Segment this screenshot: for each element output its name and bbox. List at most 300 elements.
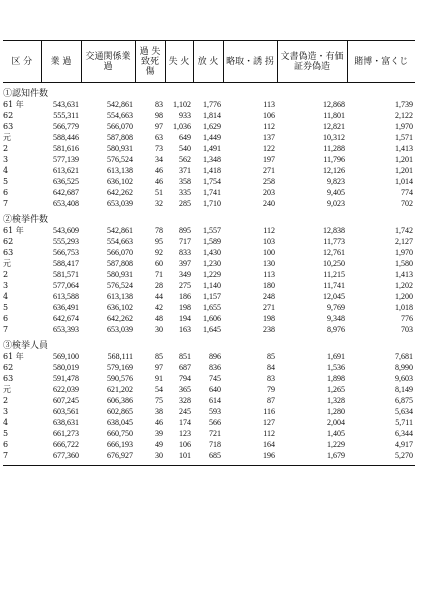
table-row [3, 291, 415, 302]
table-cell: 1,413 [395, 144, 413, 153]
table-cell: 10,312 [323, 133, 345, 142]
row-year: 63 [3, 122, 14, 131]
section-label-row [3, 89, 415, 99]
table-cell: 271 [263, 303, 275, 312]
table-cell: 12,838 [323, 226, 345, 235]
table-cell: 721 [209, 429, 221, 438]
table-cell: 661,273 [53, 429, 79, 438]
table-cell: 1,754 [203, 177, 221, 186]
table-cell: 1,036 [173, 122, 191, 131]
table-cell: 8,149 [395, 385, 413, 394]
table-cell: 46 [155, 418, 163, 427]
row-year: 2 [3, 396, 9, 405]
table-cell: 98 [155, 111, 163, 120]
table-cell: 11,215 [323, 270, 345, 279]
table-cell: 542,861 [107, 226, 133, 235]
table-row [3, 384, 415, 395]
table-cell: 5,634 [395, 407, 413, 416]
table-cell: 1,018 [395, 303, 413, 312]
table-cell: 593 [209, 407, 221, 416]
table-cell: 328 [179, 396, 191, 405]
table-cell: 51 [155, 188, 163, 197]
table-cell: 1,201 [395, 166, 413, 175]
row-year: 61 年 [3, 352, 24, 361]
table-cell: 71 [155, 270, 163, 279]
table-cell: 349 [179, 270, 191, 279]
header-accidental-fire: 失 火 [165, 41, 193, 83]
table-cell: 653,039 [107, 325, 133, 334]
row-year: 3 [3, 155, 9, 164]
table-cell: 1,491 [203, 144, 221, 153]
table-cell: 196 [263, 451, 275, 460]
table-section [3, 83, 415, 210]
table-cell: 106 [263, 111, 275, 120]
table-cell: 1,645 [203, 325, 221, 334]
table-cell: 100 [263, 248, 275, 257]
table-cell: 203 [263, 188, 275, 197]
table-cell: 666,722 [53, 440, 79, 449]
table-cell: 1,776 [203, 100, 221, 109]
header-document-forgery: 文書偽造・有価証券偽造 [277, 41, 347, 83]
table-cell: 1,201 [395, 155, 413, 164]
table-row [3, 439, 415, 450]
table-cell: 106 [179, 440, 191, 449]
table-cell: 614 [209, 396, 221, 405]
table-cell: 8,976 [327, 325, 345, 334]
table-cell: 163 [179, 325, 191, 334]
row-year: 2 [3, 144, 9, 153]
table-cell: 896 [209, 352, 221, 361]
row-year: 61 年 [3, 100, 24, 109]
row-year: 3 [3, 407, 9, 416]
table-row [3, 373, 415, 384]
table-cell: 566,779 [53, 122, 79, 131]
table-cell: 1,739 [395, 100, 413, 109]
table-cell: 794 [179, 374, 191, 383]
table-cell: 97 [155, 122, 163, 131]
section-label: ①認知件数 [3, 89, 49, 99]
row-year: 元 [3, 133, 11, 142]
row-year: 4 [3, 166, 9, 175]
table-cell: 1,589 [203, 237, 221, 246]
table-cell: 4,917 [395, 440, 413, 449]
table-row [3, 258, 415, 269]
table-cell: 11,796 [323, 155, 345, 164]
table-row [3, 280, 415, 291]
table-cell: 9,405 [327, 188, 345, 197]
table-cell: 238 [263, 325, 275, 334]
table-cell: 687 [179, 363, 191, 372]
table-cell: 1,970 [395, 248, 413, 257]
table-row [3, 236, 415, 247]
table-cell: 9,603 [395, 374, 413, 383]
table-cell: 1,580 [395, 259, 413, 268]
table-cell: 851 [179, 352, 191, 361]
table-cell: 198 [179, 303, 191, 312]
table-cell: 933 [179, 111, 191, 120]
table-cell: 1,606 [203, 314, 221, 323]
table-cell: 581,616 [53, 144, 79, 153]
table-cell: 10,250 [323, 259, 345, 268]
table-cell: 95 [155, 237, 163, 246]
table-cell: 9,823 [327, 177, 345, 186]
table-cell: 30 [155, 451, 163, 460]
table-cell: 677,360 [53, 451, 79, 460]
table-row [3, 395, 415, 406]
table-cell: 1,229 [327, 440, 345, 449]
table-cell: 703 [401, 325, 413, 334]
table-cell: 79 [267, 385, 275, 394]
table-cell: 84 [267, 363, 275, 372]
table-cell: 702 [401, 199, 413, 208]
table-cell: 613,138 [107, 292, 133, 301]
table-cell: 613,621 [53, 166, 79, 175]
table-cell: 92 [155, 248, 163, 257]
table-cell: 112 [263, 429, 275, 438]
table-cell: 180 [263, 281, 275, 290]
row-year: 2 [3, 270, 9, 279]
row-year: 62 [3, 237, 14, 246]
table-cell: 603,561 [53, 407, 79, 416]
table-cell: 1,742 [395, 226, 413, 235]
table-cell: 9,348 [327, 314, 345, 323]
table-cell: 1,970 [395, 122, 413, 131]
table-cell: 566 [209, 418, 221, 427]
table-cell: 97 [155, 363, 163, 372]
table-cell: 554,663 [107, 111, 133, 120]
row-year: 6 [3, 440, 9, 449]
table-cell: 638,631 [53, 418, 79, 427]
table-cell: 745 [209, 374, 221, 383]
table-cell: 1,405 [327, 429, 345, 438]
table-cell: 113 [263, 270, 275, 279]
section-label: ③検挙人員 [3, 341, 49, 351]
table-cell: 54 [155, 385, 163, 394]
table-cell: 1,741 [203, 188, 221, 197]
table-cell: 613,588 [53, 292, 79, 301]
table-cell: 46 [155, 177, 163, 186]
table-cell: 666,193 [107, 440, 133, 449]
table-row [3, 187, 415, 198]
table-cell: 78 [155, 226, 163, 235]
row-year: 7 [3, 325, 9, 334]
table-cell: 606,386 [107, 396, 133, 405]
table-cell: 275 [179, 281, 191, 290]
table-cell: 85 [155, 352, 163, 361]
header-negligent-death-injury: 過 失致死傷 [135, 41, 165, 83]
table-cell: 7,681 [395, 352, 413, 361]
table-cell: 127 [263, 418, 275, 427]
table-cell: 49 [155, 440, 163, 449]
table-cell: 676,927 [107, 451, 133, 460]
table-cell: 39 [155, 429, 163, 438]
table-cell: 1,898 [327, 374, 345, 383]
table-cell: 554,663 [107, 237, 133, 246]
row-year: 5 [3, 177, 9, 186]
table-cell: 543,631 [53, 100, 79, 109]
row-year: 元 [3, 385, 11, 394]
table-cell: 1,557 [203, 226, 221, 235]
table-row [3, 165, 415, 176]
table-cell: 622,039 [53, 385, 79, 394]
table-cell: 91 [155, 374, 163, 383]
table-cell: 1,413 [395, 270, 413, 279]
table-cell: 42 [155, 303, 163, 312]
table-cell: 1,629 [203, 122, 221, 131]
row-year: 元 [3, 259, 11, 268]
table-cell: 48 [155, 314, 163, 323]
table-cell: 34 [155, 155, 163, 164]
table-cell: 1,655 [203, 303, 221, 312]
table-cell: 613,138 [107, 166, 133, 175]
table-row [3, 406, 415, 417]
header-traffic-negligence: 交通関係業過 [81, 41, 135, 83]
table-cell: 576,524 [107, 281, 133, 290]
table-cell: 774 [401, 188, 413, 197]
table-cell: 44 [155, 292, 163, 301]
table-cell: 12,045 [323, 292, 345, 301]
table-cell: 1,449 [203, 133, 221, 142]
table-cell: 46 [155, 166, 163, 175]
table-cell: 11,741 [323, 281, 345, 290]
table-section [3, 335, 415, 466]
table-cell: 11,773 [323, 237, 345, 246]
header-professional-negligence: 業 過 [41, 41, 81, 83]
table-row [3, 450, 415, 466]
table-cell: 1,014 [395, 177, 413, 186]
table-cell: 258 [263, 177, 275, 186]
table-cell: 642,687 [53, 188, 79, 197]
table-cell: 1,814 [203, 111, 221, 120]
table-cell: 397 [179, 259, 191, 268]
table-cell: 60 [155, 259, 163, 268]
table-cell: 636,525 [53, 177, 79, 186]
table-cell: 285 [179, 199, 191, 208]
table-cell: 174 [179, 418, 191, 427]
table-cell: 580,019 [53, 363, 79, 372]
table-cell: 1,265 [327, 385, 345, 394]
crime-statistics-table [3, 40, 415, 466]
table-cell: 248 [263, 292, 275, 301]
table-cell: 116 [263, 407, 275, 416]
table-row [3, 351, 415, 362]
table-cell: 580,931 [107, 144, 133, 153]
table-cell: 555,311 [53, 111, 79, 120]
table-cell: 122 [263, 144, 275, 153]
table-cell: 642,674 [53, 314, 79, 323]
table-cell: 271 [263, 166, 275, 175]
table-cell: 540 [179, 144, 191, 153]
table-cell: 30 [155, 325, 163, 334]
table-cell: 38 [155, 407, 163, 416]
table-cell: 6,344 [395, 429, 413, 438]
header-gambling: 賭博・富くじ [347, 41, 415, 83]
table-section [3, 209, 415, 335]
table-cell: 653,039 [107, 199, 133, 208]
section-label: ②検挙件数 [3, 215, 49, 225]
table-cell: 621,202 [107, 385, 133, 394]
header-category: 区 分 [11, 56, 33, 67]
table-cell: 11,801 [323, 111, 345, 120]
table-cell: 113 [263, 100, 275, 109]
table-cell: 83 [267, 374, 275, 383]
table-cell: 685 [209, 451, 221, 460]
table-row [3, 428, 415, 439]
table-cell: 577,064 [53, 281, 79, 290]
row-year: 63 [3, 374, 14, 383]
table-cell: 569,100 [53, 352, 79, 361]
table-row [3, 198, 415, 209]
table-cell: 83 [155, 100, 163, 109]
table-cell: 580,931 [107, 270, 133, 279]
table-cell: 112 [263, 226, 275, 235]
table-cell: 591,478 [53, 374, 79, 383]
table-cell: 137 [263, 133, 275, 142]
table-row [3, 154, 415, 165]
row-year: 6 [3, 188, 9, 197]
table-cell: 12,821 [323, 122, 345, 131]
table-row [3, 417, 415, 428]
table-cell: 112 [263, 122, 275, 131]
table-cell: 642,262 [107, 314, 133, 323]
table-cell: 1,140 [203, 281, 221, 290]
table-cell: 2,122 [395, 111, 413, 120]
table-cell: 85 [267, 352, 275, 361]
table-row [3, 132, 415, 143]
table-cell: 194 [179, 314, 191, 323]
table-cell: 607,245 [53, 396, 79, 405]
table-cell: 1,280 [327, 407, 345, 416]
table-cell: 1,679 [327, 451, 345, 460]
table-row [3, 247, 415, 258]
table-cell: 577,139 [53, 155, 79, 164]
row-year: 3 [3, 281, 9, 290]
table-cell: 1,418 [203, 166, 221, 175]
table-cell: 73 [155, 144, 163, 153]
row-year: 4 [3, 418, 9, 427]
table-cell: 638,045 [107, 418, 133, 427]
table-cell: 101 [179, 451, 191, 460]
table-cell: 9,023 [327, 199, 345, 208]
table-cell: 335 [179, 188, 191, 197]
table-cell: 87 [267, 396, 275, 405]
table-cell: 12,868 [323, 100, 345, 109]
table-cell: 587,808 [107, 259, 133, 268]
table-row [3, 121, 415, 132]
row-year: 4 [3, 292, 9, 301]
table-cell: 660,750 [107, 429, 133, 438]
table-cell: 602,865 [107, 407, 133, 416]
header-arson: 放 火 [193, 41, 223, 83]
table-row [3, 269, 415, 280]
table-cell: 12,761 [323, 248, 345, 257]
table-cell: 636,491 [53, 303, 79, 312]
table-cell: 63 [155, 133, 163, 142]
table-cell: 28 [155, 281, 163, 290]
table-cell: 2,127 [395, 237, 413, 246]
table-cell: 365 [179, 385, 191, 394]
table-cell: 32 [155, 199, 163, 208]
header-kidnapping: 略取・誘 拐 [223, 41, 277, 83]
table-cell: 123 [179, 429, 191, 438]
table-row [3, 143, 415, 154]
table-cell: 653,408 [53, 199, 79, 208]
table-row [3, 313, 415, 324]
table-cell: 103 [263, 237, 275, 246]
table-row [3, 99, 415, 110]
table-cell: 1,691 [327, 352, 345, 361]
section-label-row [3, 215, 415, 225]
table-cell: 568,111 [107, 352, 133, 361]
table-cell: 636,102 [107, 177, 133, 186]
row-year: 5 [3, 303, 9, 312]
table-cell: 245 [179, 407, 191, 416]
table-cell: 358 [179, 177, 191, 186]
table-cell: 9,769 [327, 303, 345, 312]
table-cell: 2,004 [327, 418, 345, 427]
table-cell: 649 [179, 133, 191, 142]
table-cell: 566,070 [107, 122, 133, 131]
table-cell: 1,571 [395, 133, 413, 142]
row-year: 5 [3, 429, 9, 438]
table-cell: 1,536 [327, 363, 345, 372]
table-cell: 833 [179, 248, 191, 257]
table-cell: 186 [179, 292, 191, 301]
table-cell: 576,524 [107, 155, 133, 164]
table-cell: 543,609 [53, 226, 79, 235]
table-cell: 5,270 [395, 451, 413, 460]
table-cell: 1,202 [395, 281, 413, 290]
table-row [3, 176, 415, 187]
table-cell: 542,861 [107, 100, 133, 109]
table-cell: 164 [263, 440, 275, 449]
row-year: 7 [3, 199, 9, 208]
table-cell: 581,571 [53, 270, 79, 279]
table-cell: 1,710 [203, 199, 221, 208]
table-row [3, 110, 415, 121]
table-cell: 588,417 [53, 259, 79, 268]
table-cell: 371 [179, 166, 191, 175]
table-cell: 1,229 [203, 270, 221, 279]
row-year: 62 [3, 363, 14, 372]
table-cell: 562 [179, 155, 191, 164]
table-cell: 8,990 [395, 363, 413, 372]
table-cell: 1,200 [395, 292, 413, 301]
row-year: 61 年 [3, 226, 24, 235]
table-cell: 776 [401, 314, 413, 323]
table-cell: 555,293 [53, 237, 79, 246]
table-cell: 12,126 [323, 166, 345, 175]
table-cell: 75 [155, 396, 163, 405]
row-year: 63 [3, 248, 14, 257]
table-cell: 240 [263, 199, 275, 208]
table-cell: 579,169 [107, 363, 133, 372]
table-row [3, 302, 415, 313]
table-row [3, 324, 415, 335]
table-cell: 836 [209, 363, 221, 372]
table-cell: 636,102 [107, 303, 133, 312]
table-cell: 587,808 [107, 133, 133, 142]
table-cell: 642,262 [107, 188, 133, 197]
table-cell: 895 [179, 226, 191, 235]
row-year: 62 [3, 111, 14, 120]
table-cell: 1,102 [173, 100, 191, 109]
table-cell: 653,393 [53, 325, 79, 334]
table-cell: 6,875 [395, 396, 413, 405]
table-header [3, 41, 415, 83]
table-cell: 590,576 [107, 374, 133, 383]
table-cell: 197 [263, 155, 275, 164]
